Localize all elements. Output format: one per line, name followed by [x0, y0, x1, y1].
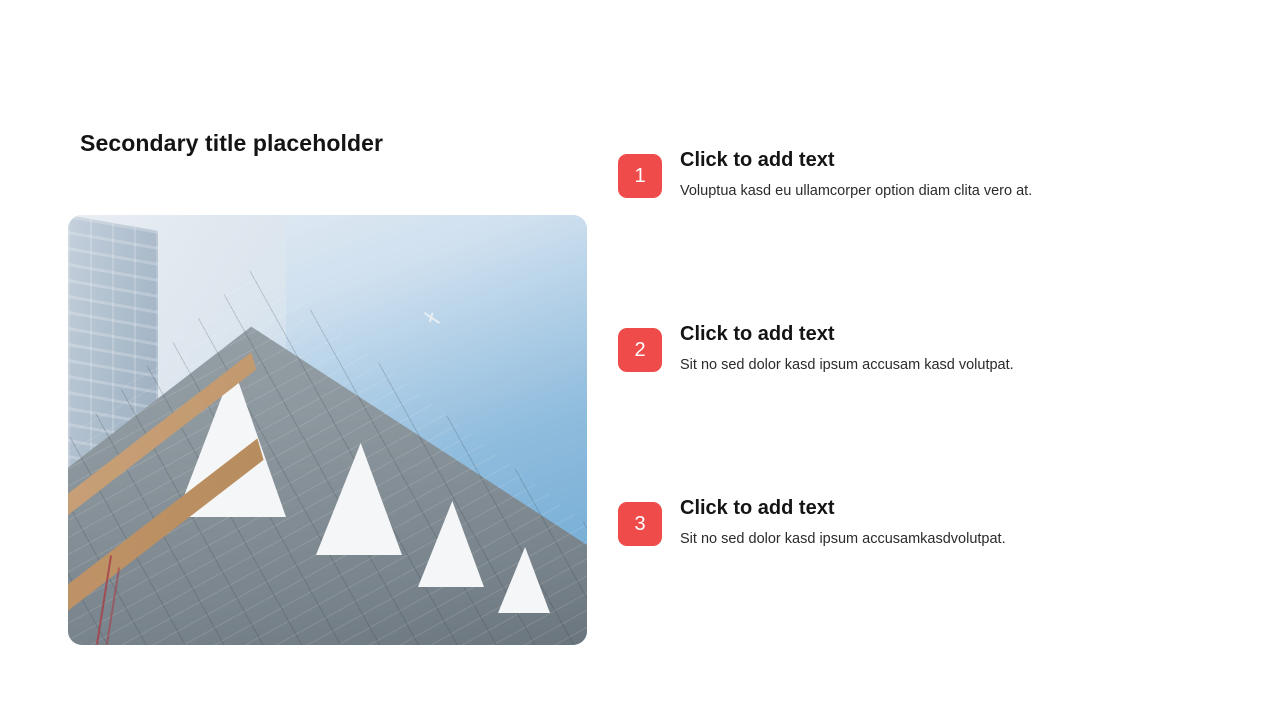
list-item-number-badge: 2: [618, 328, 662, 372]
list-item-body[interactable]: Voluptua kasd eu ullamcorper option diam clita vero at.: [680, 183, 1033, 199]
list-item-body[interactable]: Sit no sed dolor kasd ipsum accusam kasd volutpat.: [680, 357, 1014, 373]
list-item[interactable]: [618, 496, 1218, 556]
list-item[interactable]: [618, 322, 1218, 382]
roof-triangle-3: [418, 501, 484, 587]
roof-triangles: [68, 275, 587, 645]
list-item-number-badge: 1: [618, 154, 662, 198]
list-item-title[interactable]: Click to add text: [680, 149, 835, 171]
list-item-number-badge: 3: [618, 502, 662, 546]
page-title[interactable]: Secondary title placeholder: [80, 130, 384, 156]
roof-triangle-2: [316, 443, 402, 555]
list-item-body[interactable]: Sit no sed dolor kasd ipsum accusamkasdvolutpat.: [680, 531, 1006, 547]
list-item[interactable]: [618, 148, 1218, 208]
building-photo[interactable]: [68, 215, 587, 645]
left-column: [80, 130, 588, 158]
list-item-title[interactable]: Click to add text: [680, 323, 835, 345]
roof-triangle-4: [498, 547, 550, 613]
numbered-list: [618, 148, 1218, 556]
list-item-title[interactable]: Click to add text: [680, 497, 835, 519]
